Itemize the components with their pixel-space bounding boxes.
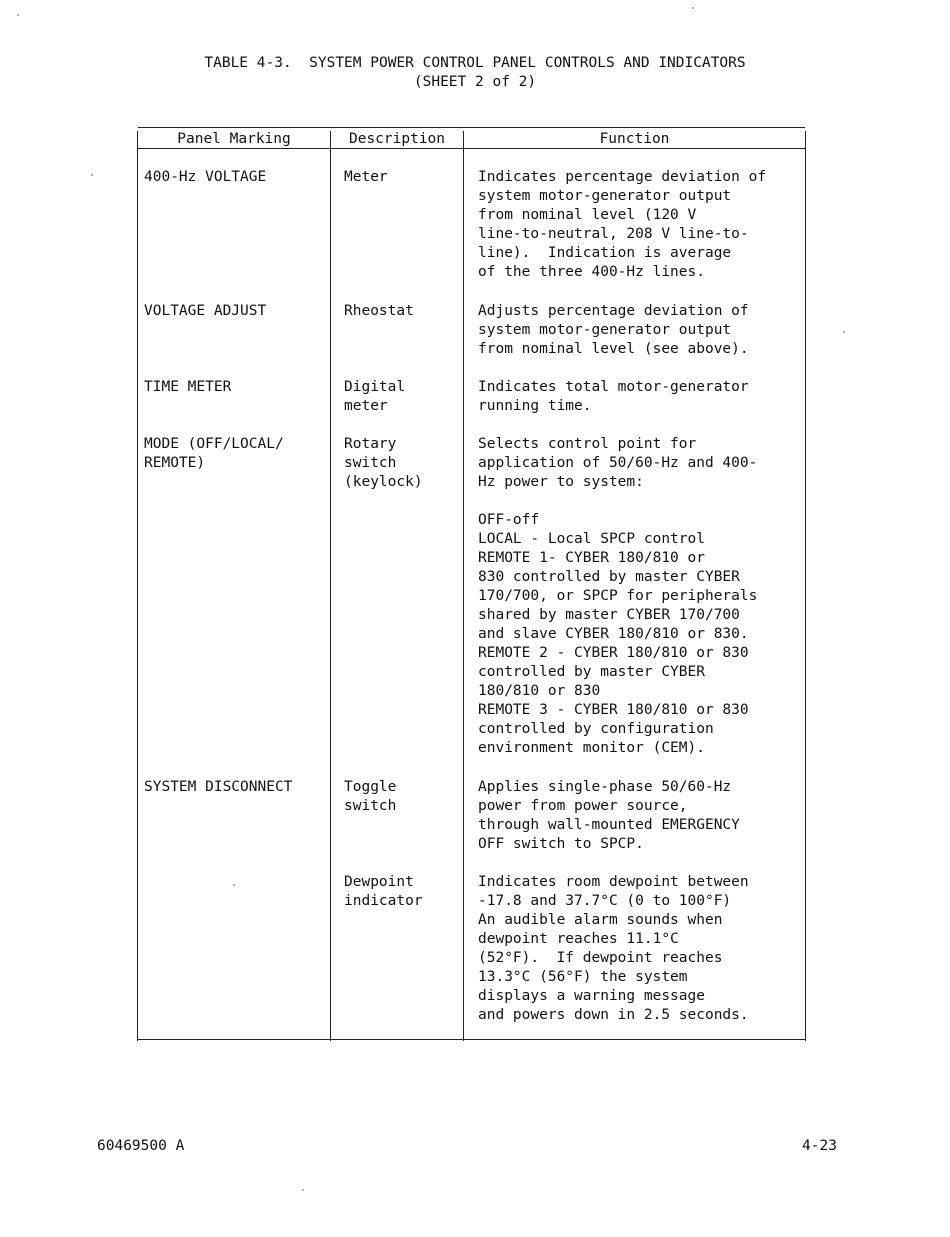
function-cell: Indicates percentage deviation of system motor-generator output from nominal level (120 V line-to-neutral, 208 V line-to- line). Indication is average of the three 400-Hz lines.	[478, 169, 767, 280]
header-panel-marking: Panel Marking	[177, 131, 291, 147]
scan-speck	[17, 14, 19, 16]
column-divider-1	[330, 131, 331, 1041]
table-subtitle: (SHEET 2 of 2)	[413, 74, 537, 90]
table-bottom-rule	[138, 1039, 805, 1040]
description-cell: Rheostat	[344, 303, 414, 319]
scan-speck	[91, 174, 93, 176]
description-cell: Dewpoint indicator	[344, 874, 423, 909]
function-cell: Indicates total motor-generator running time.	[478, 379, 749, 414]
function-cell: Adjusts percentage deviation of system motor-generator output from nominal level (see above).	[478, 303, 749, 357]
page-number: 4-23	[802, 1138, 837, 1154]
function-cell: Applies single-phase 50/60-Hz power from power source, through wall-mounted EMERGENCY OFF switch to SPCP.	[478, 779, 740, 852]
description-cell: Digital meter	[344, 379, 406, 414]
function-cell: Selects control point for application of 50/60-Hz and 400- Hz power to system:	[478, 436, 758, 490]
description-cell: Meter	[344, 169, 388, 185]
scan-speck	[302, 1189, 304, 1191]
description-cell: Toggle switch	[344, 779, 397, 814]
function-detail-cell: OFF-off LOCAL - Local SPCP control REMOTE 1- CYBER 180/810 or 830 controlled by master CYBER 170/700, or SPCP for peripherals shared by master CYBER 170/700 and slave CYBER 180/810 or 830. REMOTE 2 - CYBER 180/810 or 830 controlled by master CYBER 180/810 or 830 REMOTE 3 - CYBER 180/810 or 830 controlled by configuration environment monitor (CEM).	[478, 512, 758, 756]
table-top-rule	[138, 127, 805, 128]
panel-marking-cell: SYSTEM DISCONNECT	[144, 779, 293, 795]
document-number: 60469500 A	[97, 1138, 185, 1154]
panel-marking-cell: TIME METER	[144, 379, 232, 395]
table-title: TABLE 4-3. SYSTEM POWER CONTROL PANEL CONTROLS AND INDICATORS	[204, 55, 746, 71]
panel-marking-cell: VOLTAGE ADJUST	[144, 303, 267, 319]
column-divider-2	[463, 131, 464, 1041]
header-description: Description	[348, 131, 446, 147]
panel-marking-cell: 400-Hz VOLTAGE	[144, 169, 267, 185]
scan-speck	[843, 331, 845, 333]
function-cell: Indicates room dewpoint between -17.8 and 37.7°C (0 to 100°F) An audible alarm sounds when dewpoint reaches 11.1°C (52°F). If dewpoint reaches 13.3°C (56°F) the system displays a warning message and powers down in 2.5 seconds.	[478, 874, 749, 1023]
panel-marking-cell: MODE (OFF/LOCAL/ REMOTE)	[144, 436, 284, 471]
table-left-border	[137, 131, 138, 1041]
description-cell: Rotary switch (keylock)	[344, 436, 423, 490]
header-function: Function	[599, 131, 670, 147]
scan-speck	[233, 884, 235, 886]
scan-speck	[692, 7, 694, 9]
table-right-border	[805, 131, 806, 1041]
